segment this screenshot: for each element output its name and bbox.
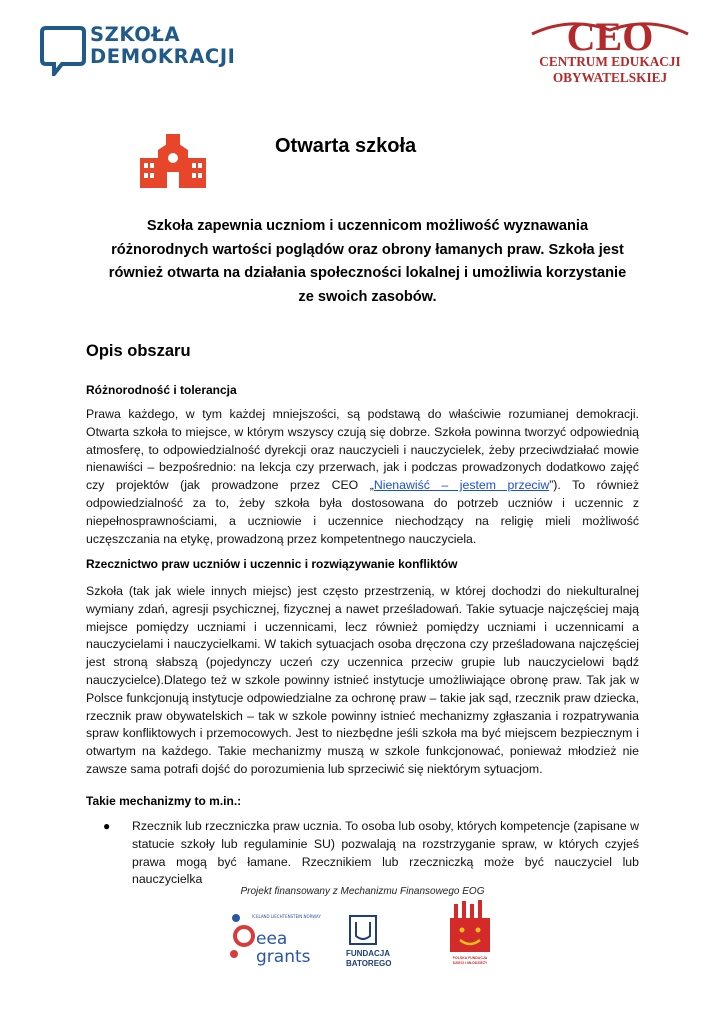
- szkola-demokracji-logo: [40, 22, 236, 78]
- fb-line-1: FUNDACJA: [346, 949, 390, 958]
- sponsor-logos: [222, 896, 502, 980]
- logo-line-1: SZKOŁA: [90, 23, 181, 46]
- link-nienawisc[interactable]: Nienawiść – jestem przeciw: [373, 478, 550, 493]
- subheading-advocacy: Rzecznictwo praw uczniów i uczennic i rozwiązywanie konfliktów: [86, 557, 458, 571]
- intro-paragraph: Szkoła zapewnia uczniom i uczennicom możliwość wyznawania różnorodnych wartości poglądów oraz obrony łamanych praw. Szkoła jest również otwarta na działania społeczności lokalnej i umożliwia korzystanie ze swoich zasobów.: [108, 218, 627, 305]
- eea-grants-logo: [230, 914, 321, 967]
- school-building-icon: [138, 132, 208, 188]
- fb-line-2: BATOREGO: [346, 959, 392, 968]
- bullet-icon: ●: [103, 819, 111, 833]
- subheading-mechanisms: Takie mechanizmy to m.in.:: [86, 794, 242, 808]
- eea-countries: ICELAND LIECHTENSTEIN NORWAY: [252, 914, 321, 919]
- footer-note: Projekt finansowany z Mechanizmu Finansowego EOG: [240, 886, 485, 897]
- fundacja-batorego-logo: [346, 916, 391, 968]
- list-item: Rzecznik lub rzeczniczka praw ucznia. To osoba lub osoby, których kompetencje (zapisane w statucie szkoły lub regulaminie SU) pozwalają na rozstrzyganie spraw, w których czyjeś prawa mogą być łamane. Rzecznikiem lub rzeczniczką może być nauczyciel lub nauczycielka: [132, 819, 639, 887]
- paragraph-advocacy: Szkoła (tak jak wiele innych miejsc) jest często przestrzenią, w której dochodzi do niekulturalnej wymiany zdań, agresji psychicznej, fizycznej a nawet prześladowań. Takie sytuacje najczęściej mają miejsce pomiędzy uczniami i uczennicami, lecz również pomiędzy uczniami i uczennicami a nauczycielami i nauczycielkami. W takich sytuacjach osoba dręczona czy prześladowana najczęściej jest stroną słabszą (pojedynczy uczeń czy uczennica przeciw grupie lub nauczycielowi bądź nauczycielce).Dlatego też w szkole powinny istnieć instytucje umożliwiające obronę praw. Tak jak w Polsce funkcjonują instytucje odpowiedzialne za ochronę praw – takie jak sąd, rzecznik praw dziecka, rzecznik praw obywatelskich – tak w szkole powinny istnieć mechanizmy zgłaszania i rozpatrywania spraw konfliktowych i przemocowych. Jest to niezbędne jeśli szkoła ma być miejscem bezpiecznym i otwartym na każdego. Takie mechanizmy muszą w szkole funkcjonować, ponieważ młodzież nie zawsze sama potrafi dojść do porozumienia lub sprzeciwić się niektórym sytuacjom.: [86, 584, 639, 776]
- paragraph-diversity-text-1: Prawa każdego, w tym każdej mniejszości, są podstawą do właściwie rozumianej demokracji. Otwarta szkoła to miejsce, w którym wszyscy czują się dobrze. Szkoła powinna tworzyć odpowiednią atmosferę, to odpowiedzialność dyrekcji oraz nauczycieli i nauczycielek, żeby przeciwdziałać mowie nienawiści – bezpośrednio: na lekcja czy przerwach, jak i podczas prowadzonych dodatkowo zajęć czy projektów (jak prowadzone przez CEO „: [86, 407, 639, 493]
- paragraph-diversity: [86, 406, 639, 548]
- ceo-mark-text: CEO: [566, 14, 654, 56]
- ceo-mark-icon: [530, 10, 690, 56]
- speech-bubble-icon: [40, 24, 86, 76]
- section-heading: Opis obszaru: [86, 342, 191, 360]
- pfdim-line-1: POLSKA FUNDACJA: [452, 956, 488, 960]
- pfdim-logo: [450, 900, 490, 965]
- ceo-logo: [530, 10, 690, 90]
- subheading-diversity: Różnorodność i tolerancja: [86, 383, 237, 397]
- page-title: Otwarta szkoła: [275, 135, 417, 157]
- grants-text: grants: [256, 947, 311, 967]
- logo-line-2: DEMOKRACJI: [90, 45, 236, 68]
- ceo-line-2: OBYWATELSKIEJ: [552, 70, 668, 85]
- eea-text: eea: [256, 929, 288, 949]
- paragraph-diversity-text-2: ”). To również odpowiedzialność za to, żeby szkoła była dostosowana do potrzeb uczniów i uczennic z niepełnosprawnościami, a uczniowie i uczennice niechodzący na religię mieli możliwość uczęszczania na etykę, prowadzoną przez kompetentnego nauczyciela.: [86, 478, 639, 546]
- ceo-line-1: CENTRUM EDUKACJI: [539, 54, 681, 69]
- pfdim-line-2: DZIECI I MŁODZIEŻY: [452, 961, 488, 965]
